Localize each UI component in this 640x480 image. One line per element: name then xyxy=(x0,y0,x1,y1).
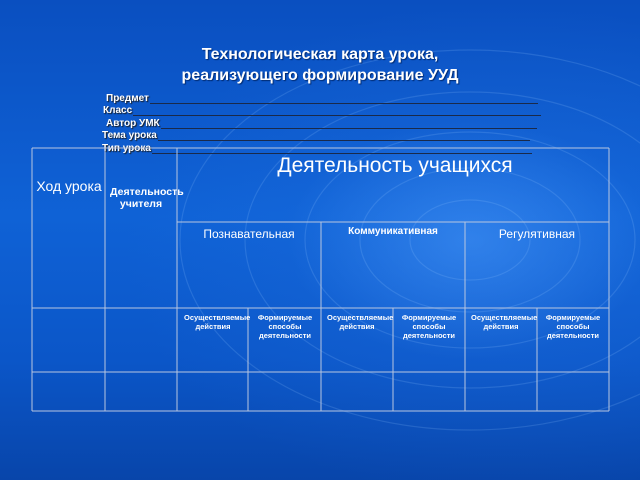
field-author-label: Автор УМК xyxy=(106,118,160,129)
field-type-label: Тип урока xyxy=(102,143,151,154)
header-regulative: Регулятивная xyxy=(498,227,576,241)
field-author xyxy=(106,118,537,129)
header-teacher-activity: Деятельность учителя xyxy=(110,186,184,210)
field-grade-label: Класс xyxy=(103,105,133,116)
header-communicative: Коммуникативная xyxy=(348,226,438,237)
page-title-line2: реализующего формирование УУД xyxy=(181,67,459,84)
field-subject-label: Предмет xyxy=(106,93,149,104)
subheader-regulative-methods: Формируемые способы деятельности xyxy=(545,313,601,340)
field-grade xyxy=(103,105,541,116)
subheader-communicative-actions: Осуществляемые действия xyxy=(327,313,394,331)
page-title-line1: Технологическая карта урока, xyxy=(201,46,439,63)
subheader-regulative-actions: Осуществляемые действия xyxy=(471,313,538,331)
subheader-communicative-methods: Формируемые способы деятельности xyxy=(401,313,457,340)
field-topic xyxy=(102,130,530,141)
header-student-activity: Деятельность учащихся xyxy=(277,154,513,177)
field-topic-label: Тема урока xyxy=(102,130,157,141)
subheader-cognitive-methods: Формируемые способы деятельности xyxy=(257,313,313,340)
header-cognitive: Познавательная xyxy=(203,227,295,241)
field-subject xyxy=(106,93,538,104)
subheader-cognitive-actions: Осуществляемые действия xyxy=(184,313,251,331)
header-lesson-flow: Ход урока xyxy=(36,178,102,194)
field-type xyxy=(102,143,532,154)
